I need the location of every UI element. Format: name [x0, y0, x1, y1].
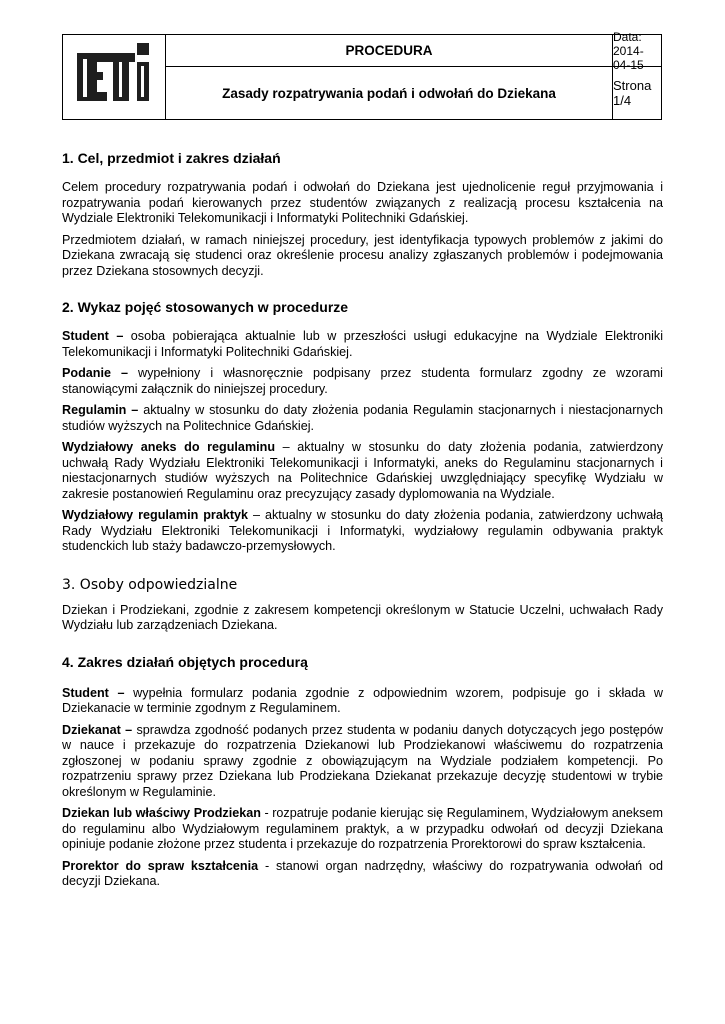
document-header — [62, 29, 662, 120]
definition-term: Wydziałowy regulamin praktyk — [62, 508, 249, 522]
definition-item — [62, 440, 663, 502]
document-title: Zasady rozpatrywania podań i odwołań do Dziekana — [166, 67, 613, 119]
definition-text: aktualny w stosunku do daty złożenia podania Regulamin stacjonarnych i niestacjonarnych studiów wyższych na Politechnice Gdańskiej. — [62, 403, 663, 433]
responsibility-item — [62, 859, 663, 890]
definition-text: wypełniony i własnoręcznie podpisany przez studenta formularz zgodny ze wzorami stanowiącymi załącznik do niniejszej procedury. — [62, 366, 663, 396]
definition-term: Wydziałowy aneks do regulaminu — [62, 440, 276, 454]
document-body — [62, 150, 663, 904]
responsibility-item — [62, 723, 663, 801]
definition-item — [62, 366, 663, 397]
responsibility-text: - stanowi organ nadrzędny, właściwy do rozpatrywania odwołań od decyzji Dziekana. — [62, 858, 663, 888]
eti-logo — [63, 35, 166, 119]
definition-term: Podanie – — [62, 366, 129, 380]
paragraph: Przedmiotem działań, w ramach niniejszej procedury, jest identyfikacja typowych problemów z jakimi do Dziekana zwracają się studenci oraz określenie procesu analizy zgłaszanych problemów i podejmowania przez Dziekana stosownych decyzji. — [62, 232, 663, 278]
responsibility-term: Dziekanat – — [62, 722, 133, 737]
section-heading: 3. Osoby odpowiedzialne — [62, 576, 238, 593]
definition-item — [62, 403, 663, 434]
section-4 — [62, 654, 663, 890]
definition-text: osoba pobierająca aktualnie lub w przeszłości usługi edukacyjne na Wydziale Elektroniki Telekomunikacji i Informatyki Politechniki Gdańskiej. — [62, 329, 663, 359]
document-type: PROCEDURA — [166, 35, 613, 67]
section-1 — [62, 150, 663, 279]
definition-text: – aktualny w stosunku do daty złożenia podania, zatwierdzony uchwałą Rady Wydziału Elektroniki Telekomunikacji i Informatyki, aneks do Regulaminu stacjonarnych i niestacjonarnych studiów wyższych na Politechnice Gdańskiej uwzględniający specyfikę Wydziału w zakresie postanowień Regulaminu oraz precyzujący zasady dyplomowania na Wydziale. — [62, 440, 663, 501]
section-3 — [62, 577, 663, 634]
document-date: Data: 2014-04-15 — [613, 35, 661, 67]
responsibility-term: Dziekan lub właściwy Prodziekan — [62, 806, 261, 820]
responsibility-term: Prorektor do spraw kształcenia — [62, 858, 259, 873]
responsibility-item — [62, 686, 663, 717]
definition-term: Regulamin – — [62, 403, 139, 417]
responsibility-text: - rozpatruje podanie kierując się Regulaminem, Wydziałowym aneksem do regulaminu albo Wydziałowym regulaminem praktyk, a w przypadku odwołań od decyzji Dziekana opiniuje podanie złożone przez studenta i przekazuje do rozpatrzenia Prorektorowi do spraw kształcenia. — [62, 806, 663, 851]
paragraph: Celem procedury rozpatrywania podań i odwołań do Dziekana jest ujednolicenie reguł przyjmowania i rozpatrywania podań kierowanych przez studentów związanych z realizacją procesu kształcenia na Wydziale Elektroniki Telekomunikacji i Informatyki Politechniki Gdańskiej. — [62, 180, 663, 225]
page-number: Strona 1/4 — [613, 78, 652, 108]
eti-logo-icon — [63, 35, 165, 119]
responsibility-text: sprawdza zgodność podanych przez studenta w podaniu danych dotyczących jego postępów w nauce i przekazuje do rozpatrzenia Dziekanowi lub Prodziekanowi właściwemu do rozpatrzenia zgłoszonej w podaniu sprawy zgodnie z obowiązującym na Wydziale podziałem kompetencji. Po rozpatrzeniu sprawy przez Dziekana lub Prodziekana Dziekanat przekazuje decyzję studentowi w trybie określonym w Regulaminie. — [62, 722, 663, 799]
section-2 — [62, 299, 663, 555]
section-heading: 2. Wykaz pojęć stosowanych w procedurze — [62, 299, 349, 315]
responsibility-term: Student – — [62, 685, 125, 700]
definition-item — [62, 329, 663, 360]
responsibility-item — [62, 806, 663, 853]
definition-item — [62, 508, 663, 555]
responsibility-text: wypełnia formularz podania zgodnie z odpowiednim wzorem, podpisuje go i składa w Dziekanacie w terminie zgodnym z Regulaminem. — [62, 685, 664, 715]
section-heading: 1. Cel, przedmiot i zakres działań — [62, 150, 281, 166]
definition-text: – aktualny w stosunku do daty złożenia podania, zatwierdzony uchwałą Rady Wydziału Elektroniki Telekomunikacji i Informatyki, wydziałowy regulamin odbywania praktyk studenckich lub staży badawczo-przemysłowych. — [62, 508, 663, 553]
definition-term: Student – — [62, 329, 124, 343]
paragraph: Dziekan i Prodziekani, zgodnie z zakresem kompetencji określonym w Statucie Uczelni, uchwałach Rady Wydziału lub zarządzeniach Dziekana. — [62, 602, 663, 632]
section-heading: 4. Zakres działań objętych procedurą — [62, 653, 308, 670]
